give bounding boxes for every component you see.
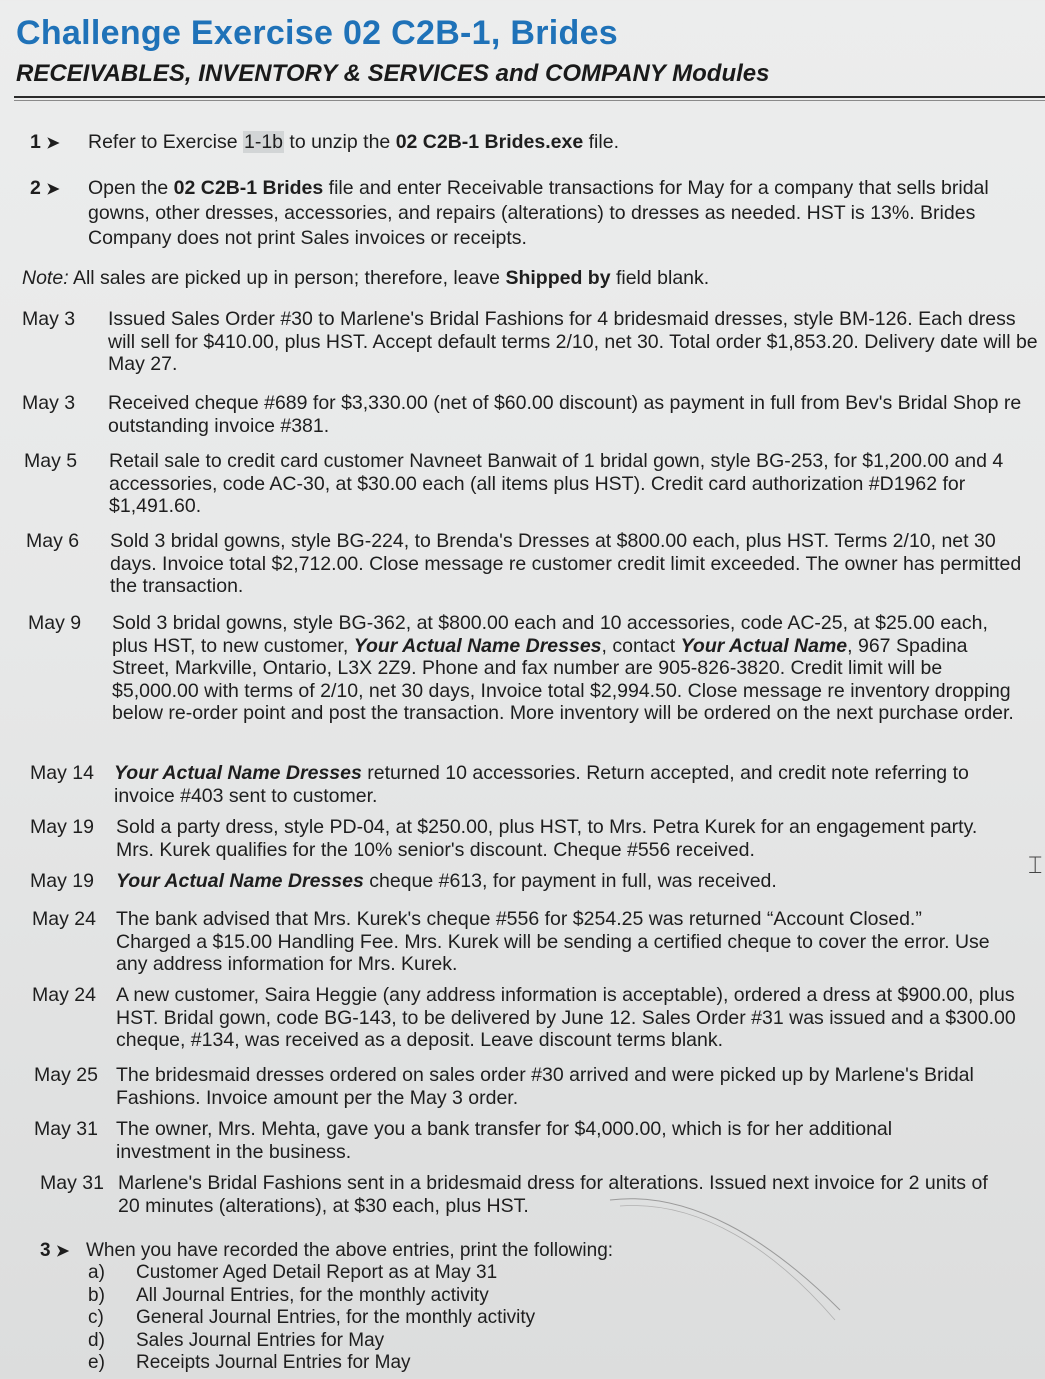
step-2-number: 2 ➤ bbox=[30, 177, 60, 199]
entry-description: Issued Sales Order #30 to Marlene's Bridal Fashions for 4 bridesmaid dresses, style BM-126. Each dress will sell for $410.00, plus HST. Accept default terms 2/10, net 30. Total order $1,853.20. Delivery date will be May 27. bbox=[108, 308, 1038, 375]
list-item: b) All Journal Entries, for the monthly activity bbox=[88, 1284, 489, 1306]
step-1-text: Refer to Exercise 1-1b to unzip the 02 C2B-1 Brides.exe file. bbox=[88, 131, 619, 153]
arrowhead-icon: ➤ bbox=[46, 135, 60, 152]
entry-date: May 31 bbox=[40, 1172, 104, 1194]
entry-description: The owner, Mrs. Mehta, gave you a bank transfer for $4,000.00, which is for her additional investment in the business. bbox=[116, 1118, 893, 1163]
entry-date: May 9 bbox=[28, 612, 82, 634]
entry-description: The bridesmaid dresses ordered on sales order #30 arrived and were picked up by Marlene's Bridal Fashions. Invoice amount per the May 3 order. bbox=[116, 1064, 974, 1109]
entry-date: May 24 bbox=[32, 984, 96, 1006]
entry-description: Sold 3 bridal gowns, style BG-224, to Brenda's Dresses at $800.00 each, plus HST. Terms 2/10, net 30 days. Invoice total $2,712.00. Close message re customer credit limit exceeded. The owner has permitted the transaction. bbox=[110, 530, 1022, 597]
step-1-number: 1 ➤ bbox=[30, 131, 60, 153]
arrowhead-icon: ➤ bbox=[55, 1243, 70, 1260]
header-rule bbox=[14, 96, 1045, 98]
arrowhead-icon: ➤ bbox=[46, 181, 60, 198]
entry-description: A new customer, Saira Heggie (any address information is acceptable), ordered a dress at $900.00, plus HST. Bridal gown, code BG-143, to be delivered by June 12. Sales Order #31 was issued and a $300.00 cheque, #134, was received as a deposit. Leave discount terms blank. bbox=[116, 984, 1016, 1051]
entry-description: Received cheque #689 for $3,330.00 (net of $60.00 discount) as payment in full from Bev's Bridal Shop re outstanding invoice #381. bbox=[108, 392, 1022, 437]
note: Note: All sales are picked up in person; therefore, leave Shipped by field blank. bbox=[22, 267, 710, 289]
entry-date: May 25 bbox=[34, 1064, 98, 1086]
entry-description: The bank advised that Mrs. Kurek's cheque #556 for $254.25 was returned “Account Closed.” Charged a $15.00 Handling Fee. Mrs. Kurek will be sending a certified cheque to cover the error. Use any address information for Mrs. Kurek. bbox=[116, 908, 990, 975]
page-subtitle: RECEIVABLES, INVENTORY & SERVICES and COMPANY Modules bbox=[16, 60, 770, 87]
entry-description: Your Actual Name Dresses cheque #613, for payment in full, was received. bbox=[116, 870, 777, 892]
list-item: d) Sales Journal Entries for May bbox=[88, 1329, 385, 1351]
entry-date: May 3 bbox=[22, 392, 76, 414]
entry-date: May 6 bbox=[26, 530, 80, 552]
entry-date: May 19 bbox=[30, 870, 94, 892]
header-rule-secondary bbox=[14, 100, 1045, 101]
entry-description: Sold 3 bridal gowns, style BG-362, at $800.00 each and 10 accessories, code AC-25, at $25.00 each, plus HST, to new customer, Your Actual Name Dresses, contact Your Actual Name, 967 Spadina Street, Markville, Ontario, L3X 2Z9. Phone and fax number are 905-826-3820. Credit limit will be $5,000.00 with terms of 2/10, net 30 days, Invoice total $2,994.50. Close message re inventory dropping below re-order point and post the transaction. More inventory will be ordered on the next purchase order. bbox=[112, 612, 1014, 724]
entry-date: May 5 bbox=[24, 450, 78, 472]
pen-stroke-mark bbox=[600, 1180, 860, 1340]
entry-date: May 31 bbox=[34, 1118, 98, 1140]
entry-description: Marlene's Bridal Fashions sent in a bridesmaid dress for alterations. Issued next invoice for 2 units of 20 minutes (alterations), at $30 each, plus HST. bbox=[118, 1172, 988, 1217]
step-3-number: 3 ➤ bbox=[40, 1240, 70, 1261]
list-item: e) Receipts Journal Entries for May bbox=[88, 1352, 411, 1373]
exercise-reference-highlight: 1-1b bbox=[243, 131, 284, 153]
list-item: c) General Journal Entries, for the monthly activity bbox=[88, 1307, 536, 1328]
entry-description: Retail sale to credit card customer Navneet Banwait of 1 bridal gown, style BG-253, for $1,200.00 and 4 accessories, code AC-30, at $30.00 each (all items plus HST). Credit card authorization #D1962 for $1,491.60. bbox=[109, 450, 1004, 517]
text-cursor-icon: ⌶ bbox=[1028, 852, 1043, 879]
entry-description: Your Actual Name Dresses returned 10 accessories. Return accepted, and credit note referring to invoice #403 sent to customer. bbox=[114, 762, 969, 807]
entry-date: May 19 bbox=[30, 816, 94, 838]
entry-date: May 14 bbox=[30, 762, 94, 784]
entry-description: Sold a party dress, style PD-04, at $250.00, plus HST, to Mrs. Petra Kurek for an engagement party. Mrs. Kurek qualifies for the 10% senior's discount. Cheque #556 received. bbox=[116, 816, 978, 861]
page-title: Challenge Exercise 02 C2B-1, Brides bbox=[16, 14, 618, 52]
step-2-text: Open the 02 C2B-1 Brides file and enter Receivable transactions for May for a company that sells bridal gowns, other dresses, accessories, and repairs (alterations) to dresses as needed. HST is 13%. Brides Company does not print Sales invoices or receipts. bbox=[88, 177, 989, 249]
entry-date: May 3 bbox=[22, 308, 76, 330]
list-item: a) Customer Aged Detail Report as at May 31 bbox=[88, 1262, 498, 1283]
entry-date: May 24 bbox=[32, 908, 96, 930]
step-3-text: When you have recorded the above entries, print the following: bbox=[86, 1240, 614, 1261]
report-list bbox=[88, 1262, 535, 1375]
